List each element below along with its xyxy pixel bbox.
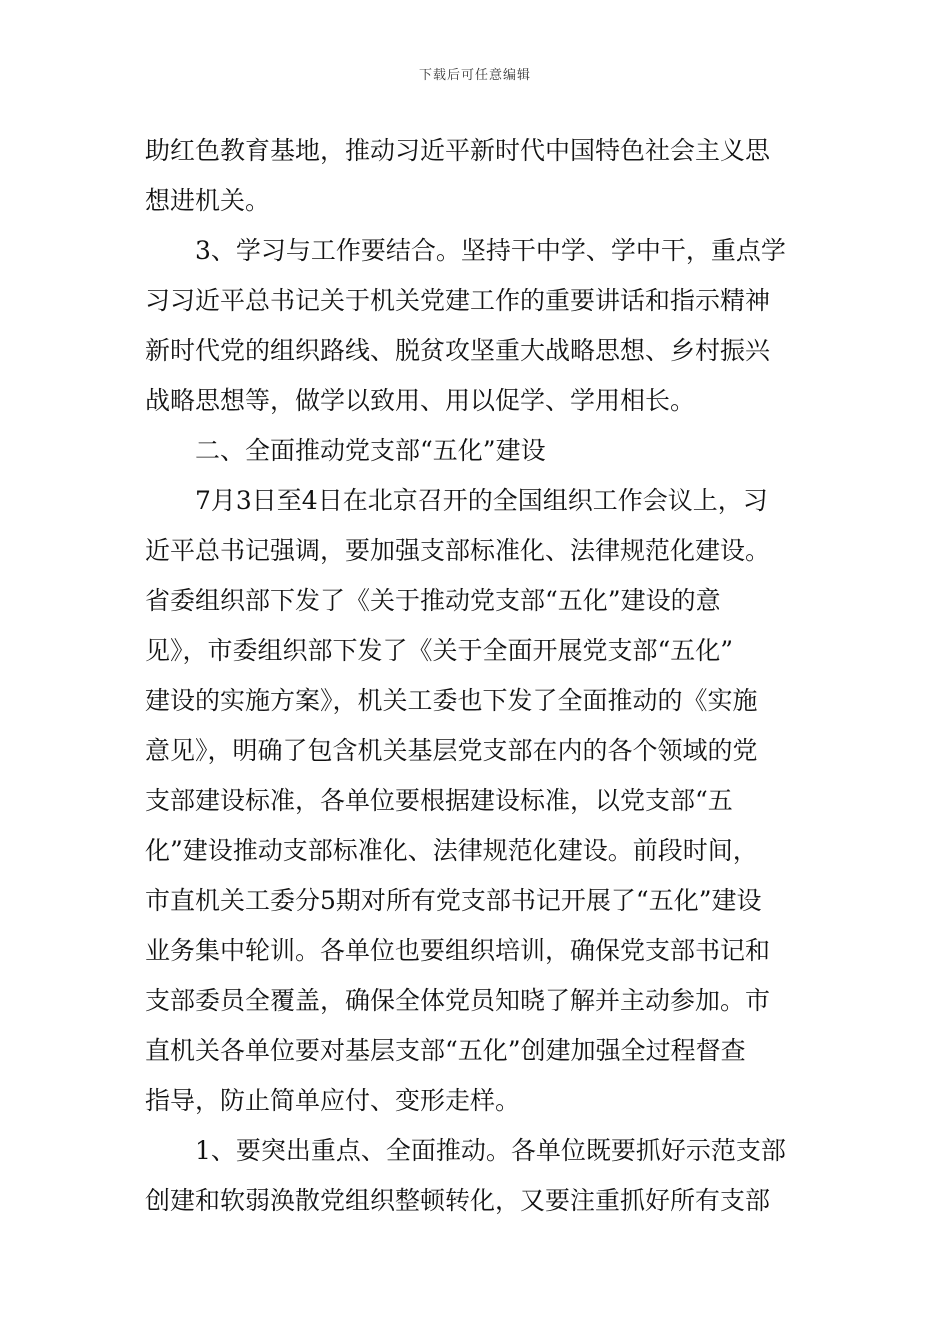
body-line: 近平总书记强调，要加强支部标准化、法律规范化建设。 [145, 536, 771, 565]
body-line: 指导，防止简单应付、变形走样。 [145, 1086, 521, 1115]
paragraph-start-line: 7月3日至4日在北京召开的全国组织工作会议上，习 [195, 486, 768, 515]
body-line: 建设的实施方案》，机关工委也下发了全面推动的《实施 [145, 686, 758, 715]
body-line: 支部建设标准，各单位要根据建设标准，以党支部“五 [145, 786, 733, 815]
body-line: 直机关各单位要对基层支部“五化”创建加强全过程督查 [145, 1036, 746, 1065]
body-line: 意见》，明确了包含机关基层党支部在内的各个领域的党 [145, 736, 758, 765]
section-heading: 二、全面推动党支部“五化”建设 [195, 436, 546, 465]
body-line: 市直机关工委分5期对所有党支部书记开展了“五化”建设 [145, 886, 762, 915]
body-line: 业务集中轮训。各单位也要组织培训，确保党支部书记和 [145, 936, 771, 965]
body-line: 省委组织部下发了《关于推动党支部“五化”建设的意 [145, 586, 721, 615]
body-line: 助红色教育基地，推动习近平新时代中国特色社会主义思 [145, 136, 771, 165]
body-line: 习习近平总书记关于机关党建工作的重要讲话和指示精神 [145, 286, 771, 315]
header-note: 下载后可任意编辑 [418, 68, 531, 83]
paragraph-start-line: 3、学习与工作要结合。坚持干中学、学中干，重点学 [195, 236, 786, 265]
body-line: 新时代党的组织路线、脱贫攻坚重大战略思想、乡村振兴 [145, 336, 771, 365]
body-line: 支部委员全覆盖，确保全体党员知晓了解并主动参加。市 [145, 986, 771, 1015]
body-line: 见》，市委组织部下发了《关于全面开展党支部“五化” [145, 636, 734, 665]
body-line: 战略思想等，做学以致用、用以促学、学用相长。 [145, 386, 696, 415]
paragraph-start-line: 1、要突出重点、全面推动。各单位既要抓好示范支部 [195, 1136, 786, 1165]
body-line: 想进机关。 [145, 186, 271, 215]
body-line: 创建和软弱涣散党组织整顿转化，又要注重抓好所有支部 [145, 1186, 771, 1215]
body-line: 化”建设推动支部标准化、法律规范化建设。前段时间， [145, 836, 758, 865]
